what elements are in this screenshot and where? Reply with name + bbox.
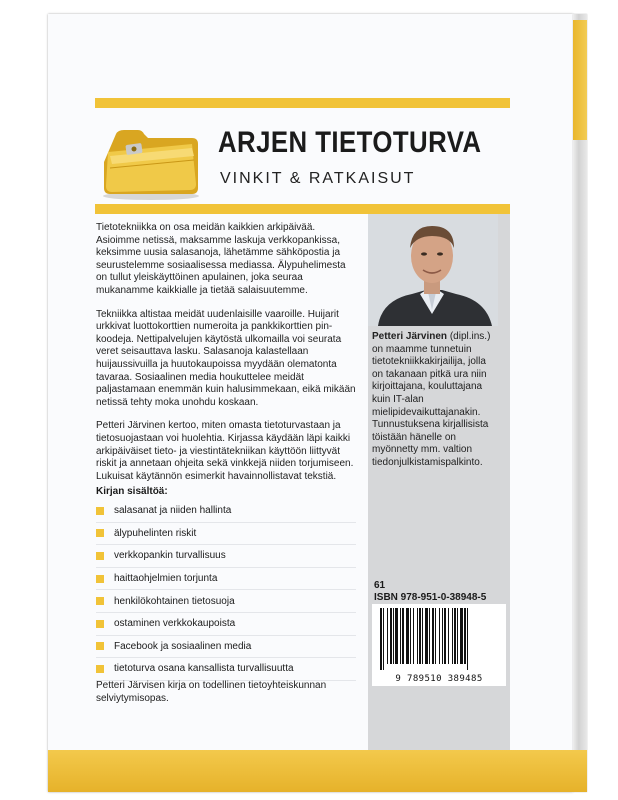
list-item-label: älypuhelinten riskit	[114, 527, 197, 539]
author-name: Petteri Järvinen	[372, 331, 448, 342]
list-item	[96, 523, 356, 546]
intro-paragraph-2: Tekniikka altistaa meidät uudenlaisille vaaroille. Huijarit urkkivat luottokorttien numeroita ja pankkikorttien pin-koodeja. Nettipalvelujen käytöstä ulkomailla voi seurata veret seisauttava lasku. Salasanoja kalastellaan huijaussivuilla ja huutokaupoissa myydään olematonta tavaraa. Sosiaalinen media houkuttelee meidät paljastamaan enemmän kuin halusimmekaan, eikä mikään netissä tehty moka unohdu koskaan.	[96, 308, 356, 408]
square-bullet-icon	[96, 597, 104, 605]
intro-paragraph-3: Petteri Järvinen kertoo, miten omasta tietoturvastaan ja tietosuojastaan voi huolehtia. Kirjassa käydään läpi kaikki arkipäiväiset tieto- ja viestintätekniikan käyttöön liittyvät riskit ja annetaan ohjeita sekä vinkkejä niiden torjumiseen. Lukuisat käytännön esimerkit havainnollistavat tekstiä.	[96, 420, 354, 482]
barcode	[372, 604, 506, 686]
list-item	[96, 568, 356, 591]
list-item-label: haittaohjelmien torjunta	[114, 573, 218, 585]
intro-paragraph-1: Tietotekniikka on osa meidän kaikkien arkipäivää. Asioimme netissä, maksamme laskuja verkkopankissa, keksimme uusia salasanoja, lähetämme sähköpostia ja seurustelemme sosiaalisessa mediassa. Älypuhelimesta on tullut yleiskäyttöinen apulainen, joka seuraa mukanamme kaikkialle ja tietää salaisuutemme.	[96, 222, 346, 296]
book-subtitle: VINKIT & RATKAISUT	[220, 170, 416, 187]
list-item-label: verkkopankin turvallisuus	[114, 550, 226, 562]
list-item	[96, 613, 356, 636]
author-bio-text: (dipl.ins.) on maamme tunnetuin tietotekniikkakirjailija, jolla on takanaan pitkä ura niin kirjoittajana, kouluttajana kuin IT-alan mielipidevaikuttajanakin. Tunnustuksena kirjallisista töistään hänelle on myönnetty mm. valtion tiedonjulkistamispalkinto.	[372, 331, 491, 468]
class-code: 61	[374, 580, 386, 591]
folder-icon	[96, 122, 206, 202]
list-item	[96, 500, 356, 523]
description-text	[96, 222, 358, 494]
list-item-label: tietoturva osana kansallista turvallisuutta	[114, 663, 294, 675]
list-item	[96, 636, 356, 659]
closing-text: Petteri Järvisen kirja on todellinen tietoyhteiskunnan selviytymisopas.	[96, 680, 327, 704]
contents-heading: Kirjan sisältöä:	[96, 486, 168, 497]
square-bullet-icon	[96, 642, 104, 650]
list-item-label: henkilökohtainen tietosuoja	[114, 595, 235, 607]
list-item-label: ostaminen verkkokaupoista	[114, 618, 236, 630]
square-bullet-icon	[96, 529, 104, 537]
square-bullet-icon	[96, 507, 104, 515]
square-bullet-icon	[96, 620, 104, 628]
contents-list	[96, 500, 356, 681]
top-accent-bar	[95, 98, 510, 108]
isbn-text: ISBN 978-951-0-38948-5	[374, 592, 487, 603]
list-item	[96, 590, 356, 613]
list-item-label: Facebook ja sosiaalinen media	[114, 640, 252, 652]
book-title: ARJEN TIETOTURVA	[218, 126, 482, 159]
spine-accent	[573, 20, 587, 140]
square-bullet-icon	[96, 575, 104, 583]
list-item-label: salasanat ja niiden hallinta	[114, 505, 232, 517]
barcode-bars	[372, 604, 506, 674]
author-photo	[368, 214, 498, 326]
list-item	[96, 545, 356, 568]
square-bullet-icon	[96, 552, 104, 560]
barcode-number: 9 789510 389485	[395, 674, 483, 684]
square-bullet-icon	[96, 665, 104, 673]
author-bio	[372, 331, 498, 470]
list-item	[96, 658, 356, 681]
bottom-accent-band	[48, 750, 587, 792]
middle-accent-bar	[95, 204, 510, 214]
